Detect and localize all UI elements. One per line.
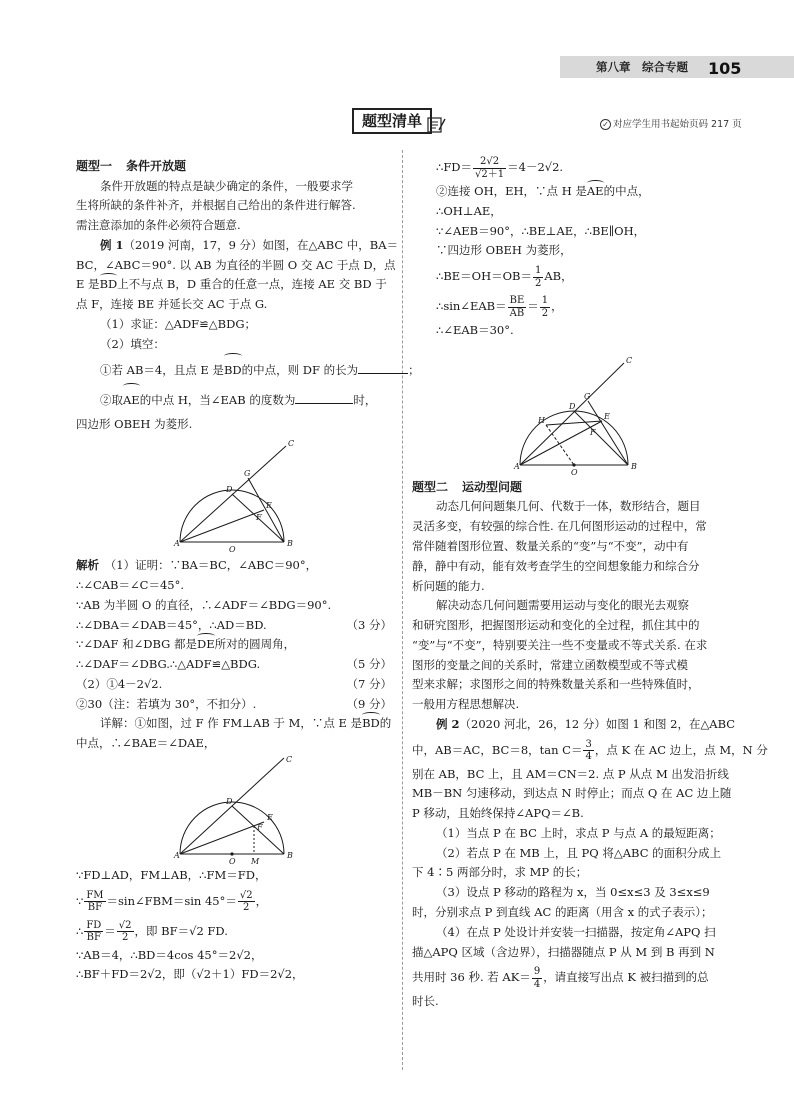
page-number: 105 [708,59,742,78]
text-span: ∴∠DBA＝∠DAB＝45°，∴AD＝BD. [76,617,267,632]
text-span: 的中点，则 DF 的长为 [241,362,359,377]
label-d: D [226,796,233,806]
fraction [533,265,543,289]
paragraph-line: 图形的变量之间的关系时，常建立函数模型或不等式模 [412,657,688,672]
text-span: 上不与点 B，D 重合的任意一点，连接 AE 交 BD 于 [117,277,387,292]
numerator: √2 [118,919,132,931]
example-1-line: 点 F，连接 BE 并延长交 AC 于点 G. [76,297,268,312]
solution-line: ∵AB 为半圆 O 的直径，∴∠ADF＝∠BDG＝90°. [76,597,332,612]
paragraph-line: 动态几何问题集几何、代数于一体，数形结合，题目 [436,499,701,514]
section-2-label: 题型二 [412,479,449,494]
paragraph-line: 静，静中有动，能有效考查学生的空间想象能力和综合分 [412,558,700,573]
text-span: ②取 [100,392,123,407]
solution-label: 解析 [76,558,99,573]
fraction [532,966,542,990]
question-line: 描△APQ 区域（含边界），扫描器随点 P 从 M 到 B 再到 N [412,944,715,959]
section-1-name: 条件开放题 [126,159,187,173]
semicircle-arc [180,490,284,542]
solution-line [76,655,392,675]
solution-line: ∴∠CAB＝∠C＝45°. [76,578,184,593]
points: （9 分） [346,696,392,711]
fraction [117,920,134,944]
fraction [84,920,103,944]
semicircle-arc [520,411,628,465]
segment-db [574,411,628,465]
question-line: 时长. [412,994,439,1009]
segment-bg [248,478,284,542]
fraction [84,890,105,914]
semicircle-arc [180,802,284,854]
detail-line [412,182,732,202]
chapter-title: 第八章 综合专题 [596,60,688,74]
fraction [238,890,255,914]
label-o: O [571,467,578,477]
text-span: ①若 AB＝4，且点 E 是 [100,362,224,377]
notebook-icon [426,114,446,134]
intro-line: 需注意添加的条件必须符合题意. [76,218,241,233]
solution-line [76,556,392,576]
detail-line: 中点，∴∠BAE＝∠DAE， [76,736,216,751]
figure-2-semicircle [76,754,392,866]
detail-line [76,886,392,916]
label-a: A [514,461,520,471]
section-banner: 题型清单 [352,108,432,134]
text-span: AB， [544,269,573,284]
label-d: D [226,485,233,495]
paragraph-line: 和研究图形，把握图形运动和变化的全过程，抓住其中的 [412,618,700,633]
detail-line [76,916,392,946]
question-line: 下 4∶5 两部分时，求 MP 的长； [412,865,588,880]
text-span: ∴FD＝ [436,160,473,174]
numerator: 1 [535,265,542,277]
section-2-title [412,477,732,498]
solution-line [76,675,392,695]
text-span: ＝sin∠FBM＝sin 45°＝ [106,893,237,908]
solution-line [76,635,392,655]
numerator: 9 [533,966,541,978]
numerator: FM [86,889,104,901]
arc-bd: BD [362,714,380,734]
label-b: B [631,461,637,471]
fraction [583,739,593,763]
example-1-label: 例 1 [100,237,124,252]
reference-note [600,117,742,133]
detail-line: ∵四边形 OBEH 为菱形， [436,243,572,258]
section-2-name: 运动型问题 [462,479,523,494]
question-line: （3）设点 P 移动的路程为 x，当 0≤x≤3 及 3≤x≤9 [436,885,710,900]
point-o [230,852,233,855]
text-span: 的中点 H，当∠EAB 的度数为 [139,392,296,407]
question-line: （2）若点 P 在 MB 上，且 PQ 将△ABC 的面积分成上 [436,845,722,860]
label-b: B [287,539,293,549]
figure-3-semicircle [412,341,732,477]
section-1-label: 题型一 [76,159,113,173]
detail-line: ∵∠AEB＝90°，∴BE⊥AE，∴BE∥OH， [436,223,646,238]
intro-line: 条件开放题的特点是缺少确定的条件，一般要求学 [100,178,353,193]
question-line: （4）在点 P 处设计并安装一扫描器，按定角∠APQ 扫 [436,924,716,939]
text-span: ， [551,299,563,314]
text-span: （2）①4－2√2. [76,676,163,691]
text-span: ②30（注：若填为 30°，不扣分）. [76,696,257,711]
detail-line [412,261,732,291]
text-span: E 是 [76,277,100,292]
text-span: 时， [353,392,377,407]
denominator: 4 [533,978,541,990]
arc-ae: AE [123,385,140,415]
label-e: E [266,501,272,511]
label-a: A [174,539,180,549]
question-line: 时，分别求点 P 到直线 AC 的距离（用含 x 的式子表示）； [412,905,713,919]
numerator: FD [86,919,102,931]
text-span: ＝4－2√2. [507,160,564,174]
example-2-line: P 移动，且始终保持∠APQ＝∠B. [412,806,584,821]
check-icon: ✓ [600,119,611,130]
text-span: （1）证明：∵BA＝BC，∠ABC＝90°， [110,558,318,573]
text-span: ＝ [527,299,539,314]
fraction [473,156,506,180]
example-1-line [76,275,392,295]
right-column [412,152,768,1012]
label-f: F [590,427,596,437]
label-c: C [626,355,633,365]
solution-line [76,695,392,715]
text-span: ②连接 OH，EH，∵点 H 是 [436,184,587,198]
paragraph-line: 一般用方程思想解决. [412,697,520,712]
answer-blank[interactable] [295,392,353,404]
question-1: （1）求证：△ADF≌△BDG； [100,316,257,331]
numerator: 1 [541,295,549,307]
intro-line: 生将所缺的条件补齐，并根据自己给出的条件进行解答. [76,198,356,213]
label-g: G [584,391,591,401]
text-span: ∴∠DAF＝∠DBG.∴△ADF≌△BDG. [76,657,261,672]
example-2-line: MB－BN 匀速移动，到达点 N 时停止；而点 Q 在 AC 边上随 [412,786,732,801]
question-2b-cont: 四边形 OBEH 为菱形. [76,416,193,431]
arc-bd: BD [224,355,242,385]
text-span: 共用时 36 秒. 若 AK＝ [412,970,531,985]
segment-oh [546,425,574,465]
example-1-line [76,236,399,256]
label-o: O [229,856,236,866]
segment-ac [180,446,286,542]
segment-ae [180,822,264,854]
detail-line [412,152,732,182]
label-f: F [257,822,263,832]
denominator: AB [509,307,525,319]
label-e: E [267,812,273,822]
section-1-title [76,156,392,177]
denominator: 2 [243,902,250,914]
example-1-line: BC，∠ABC＝90°. 以 AB 为直径的半圆 O 交 AC 于点 D，点 [76,257,396,272]
label-b: B [287,850,293,860]
question-2: （2）填空： [100,336,165,351]
text-span: ； [408,362,420,377]
label-m: M [251,856,260,866]
denominator: √2＋1 [475,168,505,180]
point-o [572,463,575,466]
left-column [76,156,420,985]
label-c: C [288,439,295,449]
text-span: ∴BE＝OH＝OB＝ [436,269,532,284]
label-o: O [229,545,236,555]
question-line: （1）当点 P 在 BC 上时，求点 P 与点 A 的最短距离； [436,825,721,840]
text-span: ∴sin∠EAB＝ [436,299,507,314]
detail-line: ∵AB＝4，∴BD＝4cos 45°＝2√2， [76,947,263,962]
text-span: ，点 K 在 AC 边上，点 M，N 分 [594,742,768,757]
detail-line: ∵FD⊥AD，FM⊥AB，∴FM＝FD， [76,867,267,882]
column-divider [402,150,403,1070]
denominator: BF [86,932,101,944]
paragraph-line: 析问题的能力. [412,578,485,593]
example-2-line: 别在 AB，BC 上，且 AM＝CN＝2. 点 P 从点 M 出发沿折线 [412,766,729,781]
text-span: 的中点， [603,184,650,198]
text-span: （2020 河北，26，12 分）如图 1 和图 2，在△ABC [459,716,736,731]
text-span: 的 [379,716,392,731]
question-2b [76,385,392,415]
detail-line [76,714,392,734]
detail-line: ∴BF＋FD＝2√2，即（√2＋1）FD＝2√2， [76,967,304,982]
numerator: BE [509,295,525,307]
paragraph-line: 灵活多变，有较强的综合性. 在几何图形运动的过程中，常 [412,519,707,534]
label-e: E [604,411,610,421]
text-span: ∵ [76,893,84,908]
figure-1-semicircle [76,434,392,556]
segment-ae [180,510,264,542]
fraction [508,295,527,319]
example-2-line [412,735,768,765]
arc-bd: BD [100,275,118,295]
text-span: ，请直接写出点 K 被扫描到的总 [543,970,709,985]
example-2-line [412,715,736,735]
segment-he [546,421,602,425]
label-d: D [569,401,576,411]
text-span: ， [255,893,268,908]
paragraph-line: 解决动态几何问题需要用运动与变化的眼光去观察 [436,598,689,613]
paragraph-line: 型来求解；求图形之间的特殊数量关系和一些特殊值时， [412,677,700,692]
paragraph-line: 常伴随着图形位置、数量关系的“变”与“不变”，动中有 [412,538,689,553]
numerator: 2√2 [473,156,506,169]
denominator: BF [87,902,103,914]
text-span: ，即 BF＝√2 FD. [134,923,228,938]
points: （7 分） [346,676,392,691]
numerator: √2 [239,889,253,901]
text-span: ∵∠DAF 和∠DBG 都是 [76,637,197,652]
detail-line [412,291,732,321]
points: （5 分） [346,657,392,672]
text-span: ∴ [76,923,84,938]
text-span: 详解：①如图，过 F 作 FM⊥AB 于 M，∵点 E 是 [100,716,363,731]
question-line [412,962,732,992]
solution-line [76,616,392,636]
answer-blank[interactable] [358,362,408,374]
example-1-text: （2019 河南，17，9 分）如图，在△ABC 中，BA＝ [123,237,399,252]
text-span: ＝ [104,923,116,938]
label-f: F [256,513,262,523]
denominator: 2 [541,307,549,319]
paragraph-line: “变”与“不变”，特别要关注一些不变量或不等式关系. 在求 [412,637,708,652]
label-h: H [538,415,545,425]
reference-note-text: 对应学生用书起始页码 217 页 [613,119,742,130]
question-2a [76,355,420,385]
numerator: 3 [585,738,592,750]
text-span: 所对的圆周角， [214,637,296,652]
detail-line: ∴OH⊥AE， [436,203,502,218]
detail-line: ∴∠EAB＝30°. [436,323,514,338]
example-2-label: 例 2 [436,716,460,731]
arc-de: DE [197,635,215,655]
text-span: 中，AB＝AC，BC＝8，tan C＝ [412,742,583,757]
label-a: A [174,850,180,860]
fraction [540,295,550,319]
label-g: G [244,469,251,479]
denominator: 2 [121,932,129,944]
arc-ae: AE [587,182,604,202]
denominator: 4 [585,751,592,763]
label-c: C [286,754,293,764]
denominator: 2 [535,277,542,289]
points: （3 分） [346,617,392,632]
